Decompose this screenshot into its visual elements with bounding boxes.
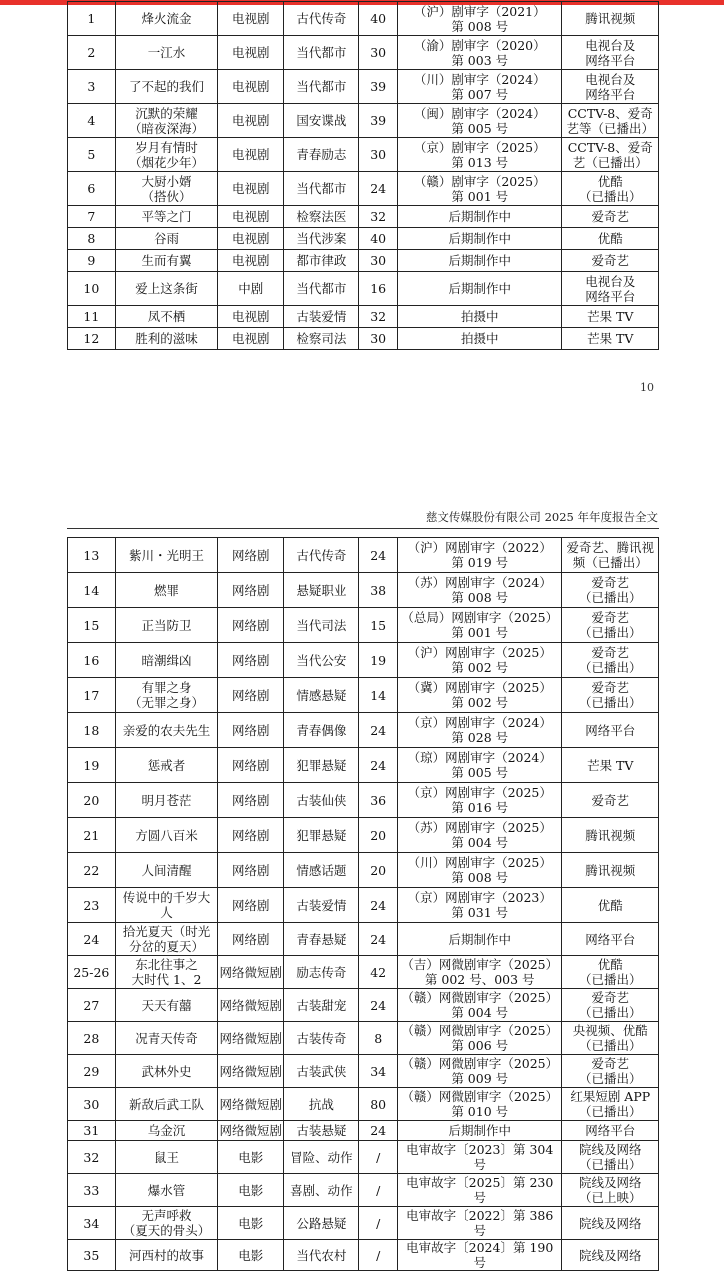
cell-number: 7 — [68, 206, 116, 228]
cell-episodes: 15 — [359, 608, 398, 643]
cell-title: 岁月有情时 （烟花少年） — [115, 138, 218, 172]
cell-theme: 青春励志 — [284, 138, 359, 172]
cell-theme: 当代涉案 — [284, 228, 359, 250]
cell-theme: 古装甜宠 — [284, 989, 359, 1022]
table-row — [68, 818, 659, 853]
cell-type: 网络剧 — [218, 888, 284, 923]
cell-episodes: 14 — [359, 678, 398, 713]
cell-title: 新敌后武工队 — [115, 1088, 218, 1121]
cell-episodes: 24 — [359, 538, 398, 573]
cell-theme: 励志传奇 — [284, 956, 359, 989]
cell-type: 电视剧 — [218, 2, 284, 36]
cell-number: 10 — [68, 272, 116, 306]
cell-license: 后期制作中 — [397, 1121, 562, 1141]
film-projects-table-1 — [67, 1, 659, 350]
cell-number: 18 — [68, 713, 116, 748]
cell-number: 12 — [68, 328, 116, 350]
cell-episodes: / — [359, 1207, 398, 1240]
cell-episodes: 19 — [359, 643, 398, 678]
cell-license: 后期制作中 — [397, 228, 562, 250]
cell-platform: 电视台及 网络平台 — [562, 272, 659, 306]
cell-theme: 古装悬疑 — [284, 1121, 359, 1141]
cell-type: 中剧 — [218, 272, 284, 306]
cell-number: 14 — [68, 573, 116, 608]
cell-number: 20 — [68, 783, 116, 818]
cell-theme: 都市律政 — [284, 250, 359, 272]
table-row — [68, 36, 659, 70]
table-row — [68, 138, 659, 172]
cell-type: 电影 — [218, 1207, 284, 1240]
cell-number: 28 — [68, 1022, 116, 1055]
cell-title: 爆水管 — [115, 1174, 218, 1207]
cell-platform: 优酷 — [562, 228, 659, 250]
cell-title: 一江水 — [115, 36, 218, 70]
cell-platform: 爱奇艺 （已播出） — [562, 643, 659, 678]
cell-platform: 院线及网络 （已上映） — [562, 1174, 659, 1207]
cell-license: （沪）网剧审字（2025） 第 002 号 — [397, 643, 562, 678]
cell-theme: 抗战 — [284, 1088, 359, 1121]
cell-title: 天天有囍 — [115, 989, 218, 1022]
cell-type: 电视剧 — [218, 104, 284, 138]
cell-type: 网络剧 — [218, 573, 284, 608]
cell-license: 拍摄中 — [397, 328, 562, 350]
cell-episodes: 80 — [359, 1088, 398, 1121]
cell-platform: 优酷 （已播出） — [562, 172, 659, 206]
table-row — [68, 608, 659, 643]
cell-platform: 优酷 （已播出） — [562, 956, 659, 989]
cell-platform: 网络平台 — [562, 1121, 659, 1141]
cell-number: 3 — [68, 70, 116, 104]
cell-platform: 网络平台 — [562, 923, 659, 956]
cell-title: 大厨小婿 （搭伙） — [115, 172, 218, 206]
cell-episodes: 20 — [359, 853, 398, 888]
cell-license: （川）网剧审字（2025） 第 008 号 — [397, 853, 562, 888]
cell-number: 32 — [68, 1141, 116, 1174]
cell-theme: 犯罪悬疑 — [284, 818, 359, 853]
cell-title: 烽火流金 — [115, 2, 218, 36]
table-row — [68, 956, 659, 989]
cell-license: 后期制作中 — [397, 250, 562, 272]
cell-episodes: 34 — [359, 1055, 398, 1088]
cell-number: 13 — [68, 538, 116, 573]
cell-episodes: / — [359, 1141, 398, 1174]
cell-title: 胜利的滋味 — [115, 328, 218, 350]
cell-license: （闽）剧审字（2024） 第 005 号 — [397, 104, 562, 138]
cell-title: 正当防卫 — [115, 608, 218, 643]
cell-episodes: 8 — [359, 1022, 398, 1055]
cell-platform: 院线及网络 — [562, 1240, 659, 1271]
cell-theme: 青春偶像 — [284, 713, 359, 748]
cell-type: 网络微短剧 — [218, 1022, 284, 1055]
cell-license: （京）网剧审字（2024） 第 028 号 — [397, 713, 562, 748]
table-row — [68, 250, 659, 272]
cell-license: （赣）网微剧审字（2025） 第 009 号 — [397, 1055, 562, 1088]
cell-type: 电视剧 — [218, 328, 284, 350]
cell-number: 17 — [68, 678, 116, 713]
cell-license: （琼）网剧审字（2024） 第 005 号 — [397, 748, 562, 783]
cell-number: 9 — [68, 250, 116, 272]
table-row — [68, 1174, 659, 1207]
cell-episodes: 32 — [359, 206, 398, 228]
cell-license: 后期制作中 — [397, 923, 562, 956]
cell-theme: 悬疑职业 — [284, 573, 359, 608]
cell-title: 亲爱的农夫先生 — [115, 713, 218, 748]
cell-title: 武林外史 — [115, 1055, 218, 1088]
cell-title: 凤不栖 — [115, 306, 218, 328]
cell-platform: 爱奇艺 （已播出） — [562, 989, 659, 1022]
cell-episodes: 42 — [359, 956, 398, 989]
cell-platform: 电视台及 网络平台 — [562, 70, 659, 104]
cell-title: 东北往事之 大时代 1、2 — [115, 956, 218, 989]
cell-episodes: 24 — [359, 713, 398, 748]
cell-type: 网络剧 — [218, 853, 284, 888]
cell-license: 电审故字〔2025〕第 230 号 — [397, 1174, 562, 1207]
cell-platform: CCTV-8、爱奇 艺等（已播出） — [562, 104, 659, 138]
cell-number: 5 — [68, 138, 116, 172]
cell-platform: 央视频、优酷 （已播出） — [562, 1022, 659, 1055]
cell-theme: 古装传奇 — [284, 1022, 359, 1055]
table-row — [68, 1240, 659, 1271]
cell-theme: 情感话题 — [284, 853, 359, 888]
cell-platform: 爱奇艺 — [562, 783, 659, 818]
cell-title: 无声呼救 （夏天的骨头） — [115, 1207, 218, 1240]
table-row — [68, 306, 659, 328]
cell-theme: 当代司法 — [284, 608, 359, 643]
table-row — [68, 853, 659, 888]
cell-theme: 当代农村 — [284, 1240, 359, 1271]
cell-type: 电视剧 — [218, 250, 284, 272]
page-number: 10 — [640, 381, 654, 394]
cell-license: 后期制作中 — [397, 206, 562, 228]
cell-number: 31 — [68, 1121, 116, 1141]
cell-platform: 院线及网络 — [562, 1207, 659, 1240]
table-row — [68, 713, 659, 748]
cell-platform: 电视台及 网络平台 — [562, 36, 659, 70]
cell-number: 30 — [68, 1088, 116, 1121]
cell-episodes: / — [359, 1174, 398, 1207]
table-row — [68, 104, 659, 138]
cell-license: （赣）网微剧审字（2025） 第 004 号 — [397, 989, 562, 1022]
cell-type: 电视剧 — [218, 306, 284, 328]
cell-number: 6 — [68, 172, 116, 206]
cell-type: 网络微短剧 — [218, 1055, 284, 1088]
cell-license: （京）网剧审字（2025） 第 016 号 — [397, 783, 562, 818]
cell-number: 24 — [68, 923, 116, 956]
cell-platform: 腾讯视频 — [562, 853, 659, 888]
cell-title: 方圆八百米 — [115, 818, 218, 853]
cell-theme: 青春悬疑 — [284, 923, 359, 956]
table-row — [68, 2, 659, 36]
cell-platform: 芒果 TV — [562, 748, 659, 783]
cell-theme: 喜剧、动作 — [284, 1174, 359, 1207]
cell-platform: 爱奇艺 （已播出） — [562, 608, 659, 643]
cell-platform: 芒果 TV — [562, 306, 659, 328]
cell-type: 网络剧 — [218, 818, 284, 853]
cell-license: 拍摄中 — [397, 306, 562, 328]
cell-license: （川）剧审字（2024） 第 007 号 — [397, 70, 562, 104]
cell-license: （沪）剧审字（2021） 第 008 号 — [397, 2, 562, 36]
cell-episodes: 24 — [359, 172, 398, 206]
cell-theme: 当代都市 — [284, 172, 359, 206]
cell-episodes: 30 — [359, 250, 398, 272]
cell-platform: 院线及网络 （已播出） — [562, 1141, 659, 1174]
cell-platform: CCTV-8、爱奇 艺（已播出） — [562, 138, 659, 172]
cell-theme: 古代传奇 — [284, 2, 359, 36]
cell-number: 29 — [68, 1055, 116, 1088]
table-row — [68, 1088, 659, 1121]
table-row — [68, 228, 659, 250]
cell-episodes: 24 — [359, 1121, 398, 1141]
cell-license: （京）剧审字（2025） 第 013 号 — [397, 138, 562, 172]
cell-license: 电审故字〔2023〕第 304 号 — [397, 1141, 562, 1174]
cell-title: 紫川・光明王 — [115, 538, 218, 573]
cell-number: 4 — [68, 104, 116, 138]
table-row — [68, 748, 659, 783]
cell-type: 网络微短剧 — [218, 1088, 284, 1121]
cell-number: 25-26 — [68, 956, 116, 989]
cell-type: 电影 — [218, 1141, 284, 1174]
cell-type: 网络剧 — [218, 713, 284, 748]
cell-title: 况青天传奇 — [115, 1022, 218, 1055]
cell-license: （赣）剧审字（2025） 第 001 号 — [397, 172, 562, 206]
table-row — [68, 989, 659, 1022]
cell-episodes: 30 — [359, 328, 398, 350]
cell-title: 谷雨 — [115, 228, 218, 250]
cell-episodes: 24 — [359, 748, 398, 783]
cell-episodes: 24 — [359, 923, 398, 956]
cell-platform: 腾讯视频 — [562, 818, 659, 853]
cell-platform: 爱奇艺 — [562, 206, 659, 228]
cell-episodes: 39 — [359, 104, 398, 138]
cell-license: （苏）网剧审字（2025） 第 004 号 — [397, 818, 562, 853]
cell-theme: 古代传奇 — [284, 538, 359, 573]
cell-title: 乌金沉 — [115, 1121, 218, 1141]
cell-theme: 当代都市 — [284, 272, 359, 306]
cell-number: 2 — [68, 36, 116, 70]
cell-episodes: 32 — [359, 306, 398, 328]
cell-type: 网络剧 — [218, 608, 284, 643]
table-row — [68, 272, 659, 306]
cell-title: 传说中的千岁大人 — [115, 888, 218, 923]
cell-title: 生而有翼 — [115, 250, 218, 272]
cell-theme: 当代公安 — [284, 643, 359, 678]
cell-platform: 红果短剧 APP （已播出） — [562, 1088, 659, 1121]
cell-theme: 古装武侠 — [284, 1055, 359, 1088]
cell-platform: 爱奇艺 （已播出） — [562, 573, 659, 608]
cell-theme: 检察法医 — [284, 206, 359, 228]
cell-license: （总局）网剧审字（2025） 第 001 号 — [397, 608, 562, 643]
cell-number: 21 — [68, 818, 116, 853]
cell-type: 电视剧 — [218, 138, 284, 172]
cell-episodes: 39 — [359, 70, 398, 104]
table-row — [68, 783, 659, 818]
cell-platform: 爱奇艺 （已播出） — [562, 678, 659, 713]
cell-theme: 冒险、动作 — [284, 1141, 359, 1174]
cell-type: 电影 — [218, 1240, 284, 1271]
cell-number: 22 — [68, 853, 116, 888]
cell-platform: 爱奇艺 （已播出） — [562, 1055, 659, 1088]
cell-number: 33 — [68, 1174, 116, 1207]
film-projects-table-2 — [67, 537, 659, 1271]
cell-title: 沉默的荣耀 （暗夜深海） — [115, 104, 218, 138]
cell-episodes: 24 — [359, 989, 398, 1022]
header-divider — [67, 528, 659, 529]
table-row — [68, 643, 659, 678]
table-row — [68, 206, 659, 228]
cell-number: 19 — [68, 748, 116, 783]
cell-theme: 古装爱情 — [284, 888, 359, 923]
cell-license: （京）网剧审字（2023） 第 031 号 — [397, 888, 562, 923]
table-row — [68, 678, 659, 713]
table-row — [68, 1055, 659, 1088]
cell-episodes: 40 — [359, 228, 398, 250]
table-row — [68, 923, 659, 956]
table-row — [68, 573, 659, 608]
cell-license: （赣）网微剧审字（2025） 第 010 号 — [397, 1088, 562, 1121]
cell-license: （苏）网剧审字（2024） 第 008 号 — [397, 573, 562, 608]
cell-title: 河西村的故事 — [115, 1240, 218, 1271]
cell-theme: 检察司法 — [284, 328, 359, 350]
cell-episodes: 30 — [359, 36, 398, 70]
running-header: 慈文传媒股份有限公司 2025 年年度报告全文 — [425, 510, 658, 524]
cell-type: 电视剧 — [218, 228, 284, 250]
cell-episodes: 36 — [359, 783, 398, 818]
cell-number: 8 — [68, 228, 116, 250]
cell-theme: 古装爱情 — [284, 306, 359, 328]
cell-number: 34 — [68, 1207, 116, 1240]
cell-theme: 当代都市 — [284, 36, 359, 70]
table-row — [68, 1022, 659, 1055]
cell-license: （冀）网剧审字（2025） 第 002 号 — [397, 678, 562, 713]
cell-title: 鼠王 — [115, 1141, 218, 1174]
cell-type: 网络剧 — [218, 643, 284, 678]
cell-number: 15 — [68, 608, 116, 643]
table-row — [68, 1141, 659, 1174]
cell-episodes: 30 — [359, 138, 398, 172]
cell-platform: 腾讯视频 — [562, 2, 659, 36]
cell-theme: 当代都市 — [284, 70, 359, 104]
cell-license: 电审故字〔2024〕第 190 号 — [397, 1240, 562, 1271]
cell-episodes: 40 — [359, 2, 398, 36]
cell-theme: 犯罪悬疑 — [284, 748, 359, 783]
cell-type: 网络剧 — [218, 923, 284, 956]
cell-theme: 公路悬疑 — [284, 1207, 359, 1240]
cell-license: （渝）剧审字（2020） 第 003 号 — [397, 36, 562, 70]
cell-title: 明月苍茫 — [115, 783, 218, 818]
cell-type: 电视剧 — [218, 172, 284, 206]
cell-type: 电视剧 — [218, 36, 284, 70]
cell-type: 电视剧 — [218, 206, 284, 228]
table-row — [68, 1207, 659, 1240]
table-body — [68, 2, 659, 350]
cell-title: 惩戒者 — [115, 748, 218, 783]
cell-title: 了不起的我们 — [115, 70, 218, 104]
cell-episodes: 24 — [359, 888, 398, 923]
cell-platform: 爱奇艺 — [562, 250, 659, 272]
table-row — [68, 70, 659, 104]
table-row — [68, 328, 659, 350]
table-body — [68, 538, 659, 1271]
cell-type: 网络微短剧 — [218, 1121, 284, 1141]
cell-number: 35 — [68, 1240, 116, 1271]
cell-license: （赣）网微剧审字（2025） 第 006 号 — [397, 1022, 562, 1055]
cell-type: 网络剧 — [218, 538, 284, 573]
cell-type: 网络剧 — [218, 748, 284, 783]
cell-title: 人间清醒 — [115, 853, 218, 888]
table-row — [68, 888, 659, 923]
cell-license: （沪）网剧审字（2022） 第 019 号 — [397, 538, 562, 573]
cell-platform: 芒果 TV — [562, 328, 659, 350]
table-row — [68, 1121, 659, 1141]
cell-title: 拾光夏天（时光 分岔的夏天） — [115, 923, 218, 956]
cell-license: 电审故字〔2022〕第 386 号 — [397, 1207, 562, 1240]
table-row — [68, 172, 659, 206]
cell-license: （吉）网微剧审字（2025） 第 002 号、003 号 — [397, 956, 562, 989]
cell-episodes: / — [359, 1240, 398, 1271]
cell-title: 燃罪 — [115, 573, 218, 608]
cell-license: 后期制作中 — [397, 272, 562, 306]
cell-type: 电影 — [218, 1174, 284, 1207]
cell-type: 网络微短剧 — [218, 956, 284, 989]
table-row — [68, 538, 659, 573]
cell-number: 27 — [68, 989, 116, 1022]
cell-title: 有罪之身 （无罪之身） — [115, 678, 218, 713]
cell-platform: 爱奇艺、腾讯视 频（已播出） — [562, 538, 659, 573]
cell-episodes: 38 — [359, 573, 398, 608]
cell-title: 暗潮缉凶 — [115, 643, 218, 678]
cell-title: 平等之门 — [115, 206, 218, 228]
cell-title: 爱上这条街 — [115, 272, 218, 306]
cell-theme: 情感悬疑 — [284, 678, 359, 713]
cell-number: 11 — [68, 306, 116, 328]
cell-episodes: 16 — [359, 272, 398, 306]
cell-episodes: 20 — [359, 818, 398, 853]
cell-platform: 优酷 — [562, 888, 659, 923]
cell-type: 网络微短剧 — [218, 989, 284, 1022]
cell-theme: 古装仙侠 — [284, 783, 359, 818]
cell-type: 网络剧 — [218, 783, 284, 818]
cell-number: 16 — [68, 643, 116, 678]
cell-type: 网络剧 — [218, 678, 284, 713]
cell-type: 电视剧 — [218, 70, 284, 104]
cell-number: 1 — [68, 2, 116, 36]
cell-number: 23 — [68, 888, 116, 923]
cell-platform: 网络平台 — [562, 713, 659, 748]
cell-theme: 国安谍战 — [284, 104, 359, 138]
